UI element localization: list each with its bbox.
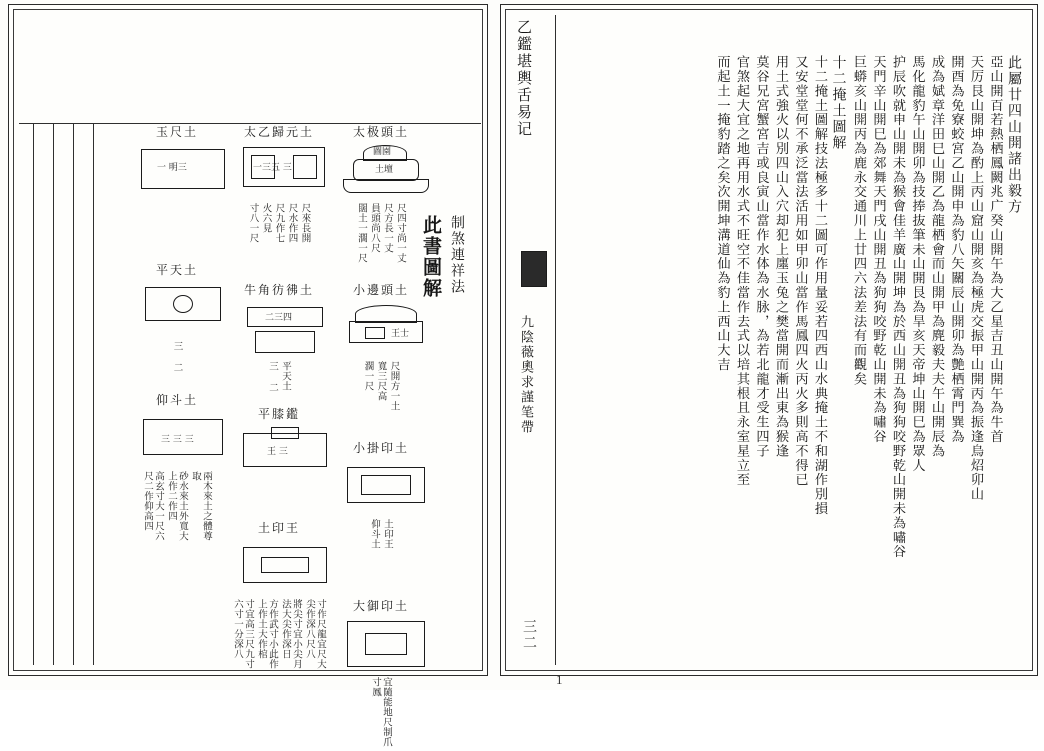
figure-title: 太极頭土	[352, 125, 409, 139]
caption-line: 高玄寸大一尺六尺二作仰高四	[142, 471, 164, 541]
left-leaf-caption	[420, 215, 465, 635]
sheet-number: 1	[556, 672, 563, 687]
figure-drawing-hanging-seal	[339, 457, 423, 519]
caption-line: 尺方長一丈	[382, 203, 393, 253]
figure-cell	[129, 263, 225, 387]
figure-column-middle	[231, 125, 327, 669]
figure-glyph: 圖園	[373, 147, 392, 157]
figure-caption	[333, 361, 429, 435]
caption-line: 土印王	[382, 519, 393, 549]
figure-title: 牛角彷彿土	[243, 283, 314, 297]
figure-title: 小邊頭土	[352, 283, 409, 297]
caption-line: 尺開方一土	[388, 361, 400, 411]
caption-line: 兩木來土之體尊取	[190, 471, 212, 541]
book-title: 乙鑑堪輿舌易记	[515, 19, 533, 138]
figure-caption	[129, 341, 225, 387]
text-column: 巨蟒亥山開丙為鹿永交通川上廿四六法差法有而觀矣	[851, 55, 866, 387]
figure-title: 平天土	[155, 263, 198, 277]
figure-glyph: 二三四	[265, 313, 293, 323]
figure-caption	[333, 203, 429, 277]
figure-title: 仰斗土	[155, 393, 198, 407]
figure-cell	[231, 521, 327, 673]
text-column: 护辰吹就申山開未為猴會佳羊廣山開坤為於西山開丑為狗狗咬野乾山開未為嘯谷	[890, 55, 905, 559]
caption-line-method: 制煞連祥法	[449, 215, 465, 295]
figure-caption	[231, 485, 327, 515]
mound-body-shape	[349, 321, 423, 343]
inner-rect-shape	[365, 633, 407, 655]
body-text-columns	[561, 55, 1023, 649]
figure-cell	[129, 393, 225, 545]
caption-line: 寸宜高三尺九寸六寸一分深八	[232, 599, 254, 669]
left-leaf-diagrams	[8, 4, 488, 747]
caption-line: 三 二	[171, 341, 183, 373]
text-column: 此屬廿四山開諸出毅方	[1006, 55, 1022, 215]
figure-cell	[129, 125, 225, 257]
mound-base-shape	[343, 179, 429, 193]
figure-caption	[129, 471, 225, 545]
figure-drawing-seal-king	[237, 537, 321, 599]
figure-cell	[333, 441, 429, 593]
caption-line: 寬三尺高	[375, 361, 387, 401]
column-rule	[33, 123, 34, 665]
notch-shape	[271, 427, 299, 439]
text-column: 十二掩土圖解技法極多十二圖可作用量妥若四西山水典掩土不和湖作別損	[812, 55, 827, 516]
caption-line: 火六見	[260, 203, 272, 233]
caption-line: 仰斗土	[369, 519, 380, 549]
inner-rect-shape	[361, 475, 411, 495]
figure-cell	[333, 283, 429, 435]
figure-cell	[231, 125, 327, 277]
caption-line: 方作武寸小此作上作土大作棺	[256, 599, 278, 669]
figure-glyph: 王 三	[267, 447, 288, 457]
caption-line: 尺四寸尚一丈	[395, 203, 406, 263]
fold-black-mark	[521, 251, 547, 287]
column-rule	[73, 123, 74, 665]
figure-title: 平膝鑑	[257, 407, 300, 421]
caption-line: 寸作尺龍宜尺大尖作深八尺八	[304, 599, 326, 669]
text-column-section-heading: 十二掩土圖解	[830, 55, 847, 151]
text-column: 亞山開百若熱栖鳳闕兆广癸山開午為大乙星吉丑山開午為牛首	[987, 55, 1003, 444]
column-rule	[93, 123, 94, 665]
figure-title: 大御印土	[352, 599, 409, 613]
figure-drawing-taiji-mound	[339, 141, 423, 203]
caption-line: 將尖寸宜小尖月法大尖作深日	[280, 599, 302, 669]
caption-line: 三 二	[267, 361, 278, 393]
caption-line-book-illustration: 此書圖解	[420, 215, 442, 299]
text-column: 莫谷兄宮蟹宮吉或良寅山當作水体為水脉，為若北龍才受生四子	[753, 55, 769, 459]
figure-glyph: 一 明三	[157, 163, 187, 173]
inner-rect-shape	[261, 557, 309, 573]
figure-title: 玉尺土	[155, 125, 198, 139]
figure-drawing-upturned-dipper	[135, 409, 219, 471]
column-rule	[53, 123, 54, 665]
text-column: 而起土一掩豹踏之矣次開坤溝道仙為豹上西山大吉	[714, 55, 730, 372]
text-column: 用土式強火以別四山入穴却犯上廛玉兔之樊當開而漸出東為猴逢	[773, 55, 788, 459]
figure-glyph: 三 三 三	[161, 435, 194, 445]
book-subtitle: 九陰薇奧求謹笔帶	[518, 315, 533, 435]
figure-drawing-ox-horn	[237, 299, 321, 361]
text-column: 成為娬章洋田巳山開乙為龍栖會而山開甲為麂毅夫夫午山開辰為	[929, 55, 944, 459]
figure-caption	[333, 519, 429, 593]
left-leaf-content	[19, 15, 477, 747]
caption-line: 平天土	[280, 361, 291, 391]
figure-cell	[333, 125, 429, 277]
caption-line: 砂水來土外寬大上作二作四	[166, 471, 188, 541]
text-column: 天厉艮山開坤為酌上丙山窟山開亥為極虎交振甲山開丙為振逢烏炤卯山	[968, 55, 983, 502]
text-column: 開酉為免寮蛟宮乙山開申為豹八矢關辰山開卯為艶栖霄門巽為	[948, 55, 964, 444]
caption-line: 宜隨能地尺制爪寸鳳	[370, 677, 392, 747]
figure-title: 太乙歸元土	[243, 125, 314, 139]
figure-title: 小掛印土	[352, 441, 409, 455]
figure-cell	[333, 599, 429, 751]
figure-drawing-taiyi-return	[237, 141, 321, 203]
figure-caption	[231, 361, 327, 401]
figure-caption	[231, 599, 327, 673]
figure-title: 土印王	[257, 521, 300, 535]
caption-line: 濶一尺	[362, 361, 374, 391]
figure-glyph: 土壇	[375, 165, 394, 175]
figure-column-right	[333, 125, 429, 747]
figure-glyph: 一三五 三	[253, 163, 292, 173]
figure-drawing-jade-ruler	[135, 141, 219, 203]
inner-box-shape	[365, 327, 385, 339]
caption-line: 尺九作七	[273, 203, 285, 243]
text-column: 又安堂堂何不承泛當法活用如甲卯山當作馬鳳四火丙火多則高不得已	[792, 55, 808, 487]
text-column: 天門辛山開巳為郊舞天門戌山開丑為狗狗咬野乾山開未為嘯谷	[870, 55, 886, 444]
inner-right-shape	[293, 155, 317, 179]
figure-drawing-level-heaven	[135, 279, 219, 341]
figure-drawing-level-knee	[237, 423, 321, 485]
center-fold-strip	[511, 15, 556, 665]
figure-glyph: 王士	[391, 329, 410, 339]
text-column: 馬化龍豹午山開卯為技捧抜筆未山開艮為旱亥天帝坤山開巳為眾人	[909, 55, 925, 473]
caption-line: 闊土一濶一尺	[356, 203, 367, 263]
figure-cell	[231, 407, 327, 515]
figure-caption	[129, 203, 225, 257]
caption-line: 尺水作四	[286, 203, 298, 243]
figure-column-left	[129, 125, 225, 655]
caption-line: 員頭尚八尺	[369, 203, 380, 253]
figure-caption	[333, 677, 429, 751]
figure-caption	[231, 203, 327, 277]
right-leaf-text	[500, 4, 1038, 676]
inner-circle-shape	[173, 295, 193, 313]
text-column: 官煞起大宜之地再用水式不旺空不佳當作去式以培其根且永室星立至	[734, 55, 749, 487]
figure-grid	[129, 125, 429, 747]
horizontal-rule	[19, 123, 481, 124]
figure-drawing-imperial-seal	[339, 615, 423, 677]
page-number: 三二	[521, 619, 537, 651]
bottom-rect-shape	[255, 331, 315, 353]
caption-line: 尺來長開	[299, 203, 311, 243]
figure-drawing-small-mound	[339, 299, 423, 361]
figure-cell	[231, 283, 327, 401]
caption-line: 寸八一尺	[247, 203, 259, 243]
